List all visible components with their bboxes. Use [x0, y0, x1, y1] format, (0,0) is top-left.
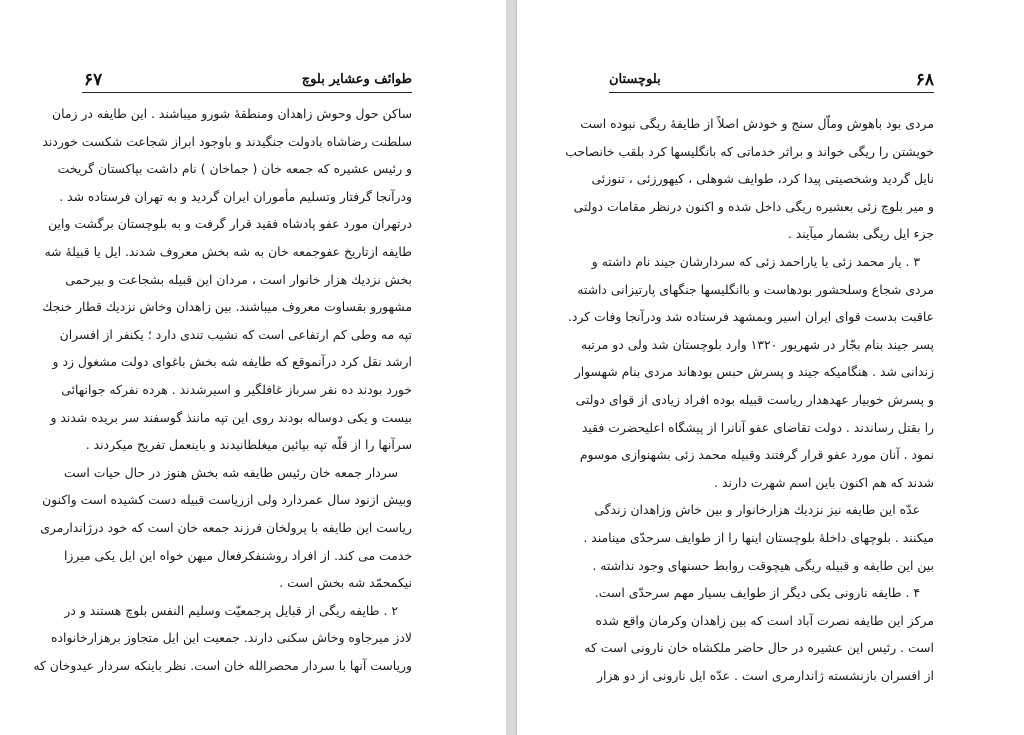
- text-line: شدند که هم اکنون باین اسم شهرت دارند .: [714, 474, 934, 490]
- text-line: وریاست آنها با سردار محصرالله خان است. نظر باینکه سردار عیدوخان که: [33, 657, 412, 673]
- book-gutter: [506, 0, 517, 735]
- text-line: بیست و یکی دوساله بودند روی این تپه ماننذ گوسفند سر بریده شدند و: [50, 409, 412, 425]
- text-line: ریاست این طایفه با پرولخان فرزند جمعه خان است که خود درژاندارمری: [40, 519, 412, 535]
- text-line: سلطنت رضاشاه بادولت جنگیدند و باوجود ابراز شجاعت شکست خوردند: [42, 133, 412, 149]
- left-page-body: [33, 100, 412, 679]
- text-line: است . رئیس این عشیره در حال حاضر ملکشاه خان نارونی است که: [584, 640, 934, 656]
- text-line: خورد بودند ده نفر سرباز غافلگیر و اسیرشدند . هرده نفرکه جوانهائی: [61, 381, 412, 397]
- text-line: بین این طایفه و قبیله ریگی هیچوقت روابط حسنهای وجود نداشته .: [592, 557, 934, 573]
- text-line: بخش نزدیك هزار خانوار است ، مردان این قبیله بشجاعت و بیرحمی: [65, 271, 412, 287]
- running-title: بلوچستان: [609, 72, 661, 87]
- right-page-header: [609, 70, 934, 93]
- text-line: عاقبت بدست قوای ایران اسیر وبمشهد فرستاده شد ودرآنجا وفات کرد.: [567, 309, 934, 325]
- text-line: ۲ . طایفه ریگی از قبایل پرجمعیّت وسلیم النفس بلوچ هستند و در: [64, 602, 398, 618]
- right-page-body: [565, 110, 934, 689]
- text-line: نایل گردید وشخصیتی پیدا کرد، طوایف شوهلی ، کیهورزئی ، تنوزئی: [591, 171, 934, 187]
- text-line: نمود . آنان مورد عفو قرار گرفتند وقبیله محمد زئی بشهنوازی موسوم: [579, 447, 934, 463]
- left-page: [0, 0, 506, 735]
- text-line: را بقتل رساندند . دولت تقاضای عفو آنانرا از پیشگاه اعلیحضرت فقید: [581, 419, 934, 435]
- text-line: و میر بلوچ زئی بعشیره ریگی داخل شده و اکنون درنظر مقامات دولتی: [573, 198, 934, 214]
- text-line: ارشد نقل کرد درآنموقع که طایفه شه بخش باغوای دولت مشغول زد و: [52, 354, 412, 370]
- text-line: لادز میرجاوه وخاش سکنی دارند. جمعیت این ایل متجاوز برهزارخانواده: [50, 630, 412, 646]
- text-line: جزء ایل ریگی بشمار میآیند .: [787, 226, 934, 242]
- text-line: پسر جیند بنام بجّار در شهریور ۱۳۲۰ وارد بلوچستان شد ولی دو مرتبه: [581, 336, 934, 352]
- text-line: نیکمحمّد شه بخش است .: [279, 575, 412, 591]
- text-line: ۳ . یار محمد زئی یا یاراحمد زئی که سردارشان جیند نام داشته و: [591, 253, 920, 269]
- text-line: طایفه ازتاریخ عفوجمعه خان به شه بخش معروف شدند. ایل یا قبیلهٔ شه: [44, 243, 412, 259]
- text-line: ساکن حول وحوش زاهدان ومنطقهٔ شورو میباشند . این طایفه در زمان: [51, 106, 412, 121]
- text-line: ۴ . طایفه نارونی یکی دیگر از طوایف بسیار مهم سرحدّی است.: [594, 585, 920, 601]
- text-line: خویشتن را ریگی خواند و براثر خدماتی که بانگلیسها کرد بلقب خانصاحب: [565, 143, 934, 159]
- text-line: مردی بود باهوش وماّل سنج و خودش اصلاً از طایفهٔ ریگی نبوده است: [580, 116, 934, 131]
- text-line: سرآنها را از قلّه تپه بپائین میغلطانیدند و باینعمل تفریح میکردند .: [85, 437, 412, 453]
- text-line: وبیش ازنود سال عمردارد ولی ازریاست قبیله دست کشیده است واکنون: [42, 492, 412, 508]
- text-line: سردار جمعه خان رئیس طایفه شه بخش هنوز در حال حیات است: [63, 464, 398, 480]
- text-line: مردی شجاع وسلحشور بودهاست و باانگلیسها جنگهای پارتیزانی داشته: [577, 281, 934, 297]
- page-number: ۶۸: [915, 70, 934, 90]
- text-line: و رئیس عشیره که جمعه خان ( جماخان ) نام داشت بپاکستان گریخت: [57, 161, 412, 177]
- page-number: ۶۷: [84, 70, 103, 90]
- text-line: و پسرش خوبیار عهدهدار ریاست قبیله بوده افراد زیادی از قوای دولتی: [575, 391, 934, 407]
- text-line: میکنند . بلوچهای داخلهٔ بلوچستان اینها را از طوایف سرحدّی مینامند .: [583, 529, 934, 545]
- text-line: مشهورو بقساوت معروف میباشند. بین زاهدان وخاش نزدیك قطار خنجك: [42, 299, 412, 315]
- text-line: زندانی شد . هنگامیکه جیند و پسرش حبس بودهاند مردی بنام شهسوار: [574, 364, 934, 380]
- text-line: خدمت می کند. از افراد روشنفکرفعال میهن خواه این ایل یکی میرزا: [63, 547, 412, 563]
- text-line: از افسران بازنشسته ژاندارمری است . عدّه ایل نارونی از دو هزار: [597, 667, 934, 683]
- text-line: عدّه این طایفه نیز نزدیك هزارخانوار و بین خاش وزاهدان زندگی: [594, 502, 920, 518]
- text-line: درتهران مورد عفو پادشاه فقید قرار گرفت و به بلوچستان برگشت واین: [48, 216, 412, 232]
- text-line: تپه مه وطی کم ارتفاعی است که نشیب تندی دارد ؛ یکنفر از افسران: [59, 326, 412, 342]
- text-line: ودرآنجا گرفتار وتسلیم مأموران ایران گردید و به تهران فرستاده شد .: [59, 188, 412, 204]
- text-line: مرکز این طایفه نصرت آباد است که بین زاهدان وکرمان واقع شده: [595, 612, 934, 628]
- right-page: [517, 0, 1024, 735]
- left-page-header: [82, 70, 412, 93]
- running-title: طوائف وعشایر بلوچ: [301, 72, 412, 87]
